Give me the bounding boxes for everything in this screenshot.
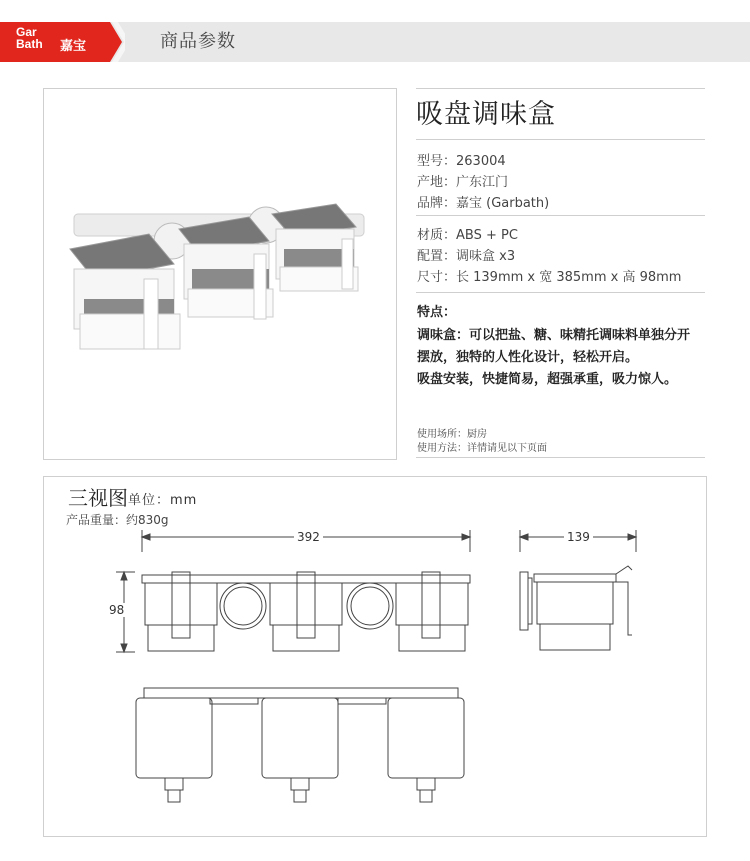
spec-origin: 产地：广东江门 <box>417 175 509 190</box>
dimension-length: 392 <box>294 530 323 544</box>
spec-material: 材质：ABS + PC <box>417 228 518 243</box>
drawing-title: 三视图 <box>68 486 128 510</box>
usage-method: 使用方法：详情请见以下页面 <box>417 443 547 454</box>
product-name: 吸盘调味盒 <box>416 99 556 130</box>
section-title: 商品参数 <box>160 31 236 52</box>
product-weight: 产品重量：约830g <box>66 513 169 527</box>
spec-brand: 品牌：嘉宝 (Garbath) <box>417 196 550 211</box>
spec-config: 配置：调味盒 x3 <box>417 249 516 264</box>
feature-line: 调味盒：可以把盐、糖、味精托调味料单独分开 <box>417 328 691 343</box>
dimension-depth: 139 <box>564 530 593 544</box>
feature-line: 吸盘安装，快捷简易，超强承重，吸力惊人。 <box>417 372 678 387</box>
feature-line: 摆放，独特的人性化设计，轻松开启。 <box>417 350 639 365</box>
front-view <box>142 572 470 651</box>
drawing-unit: 单位：mm <box>128 493 198 508</box>
usage-place: 使用场所：厨房 <box>417 429 487 440</box>
logo-line2: Bath <box>16 37 43 51</box>
dimension-height: 98 <box>106 603 127 617</box>
spec-size: 尺寸：长 139mm x 宽 385mm x 高 98mm <box>417 270 682 285</box>
logo-line1: Gar <box>16 25 37 39</box>
features-title: 特点： <box>417 305 457 320</box>
side-view <box>520 566 632 650</box>
spec-model: 型号：263004 <box>417 154 506 169</box>
logo-chinese: 嘉宝 <box>60 39 87 54</box>
top-view <box>136 688 464 802</box>
